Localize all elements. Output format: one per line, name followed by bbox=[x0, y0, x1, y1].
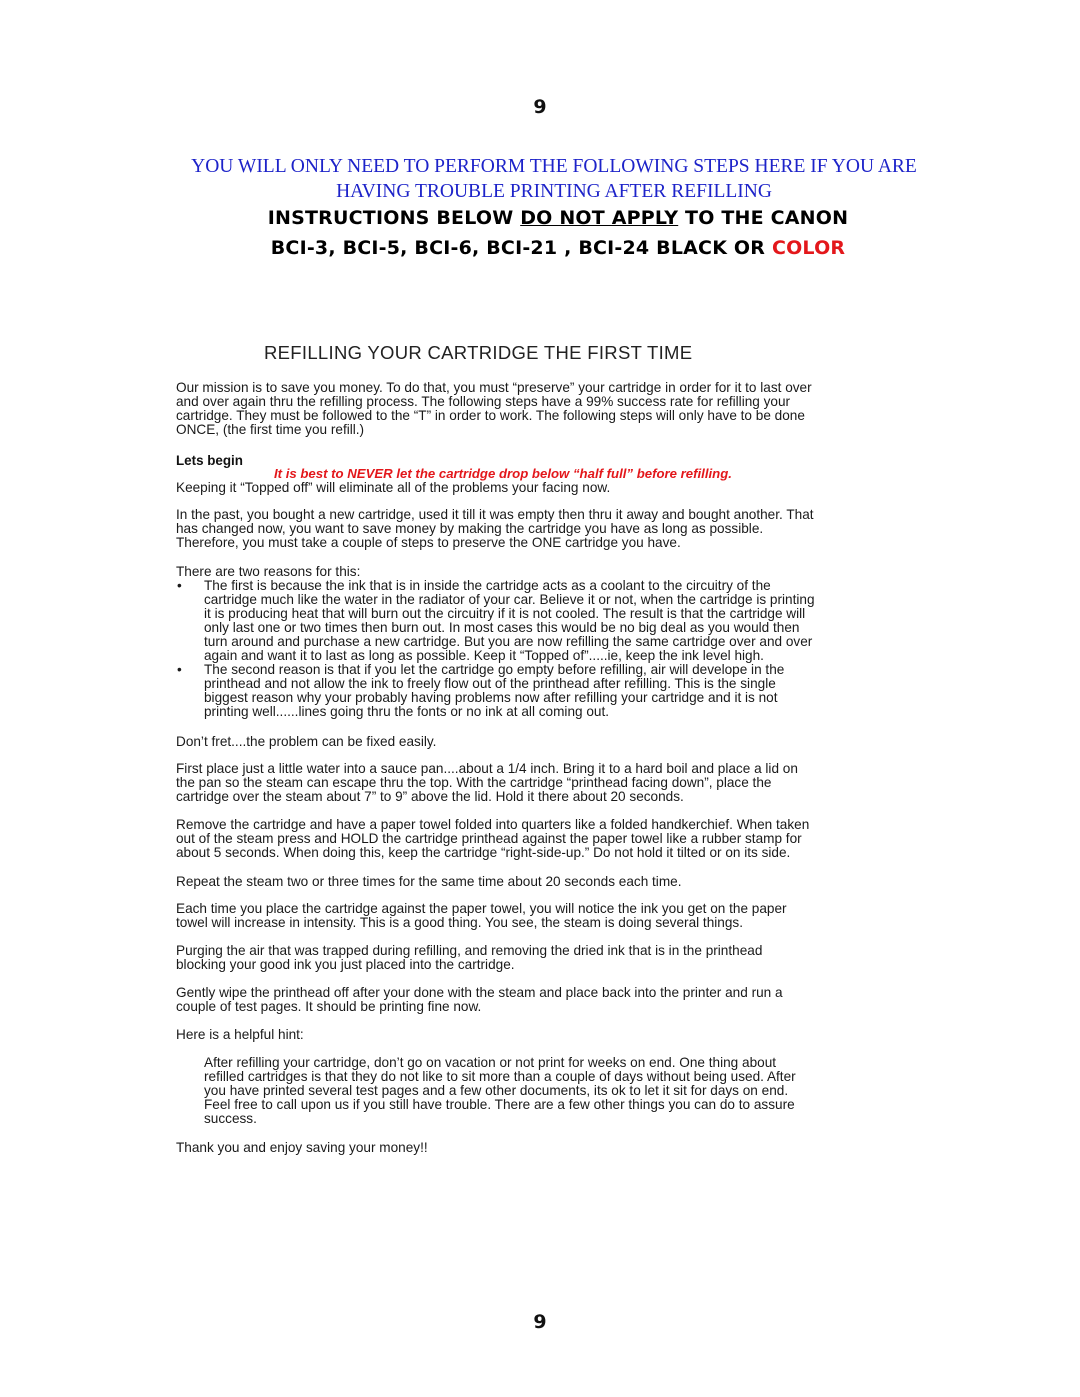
text-line: Keeping it “Topped off” will eliminate all of the problems your facing now. bbox=[176, 480, 611, 495]
section-heading: REFILLING YOUR CARTRIDGE THE FIRST TIME bbox=[264, 342, 693, 363]
text-line: Repeat the steam two or three times for the same time about 20 seconds each time. bbox=[176, 874, 682, 889]
text-line: couple of test pages. It should be printing fine now. bbox=[176, 999, 482, 1014]
two-reasons-line bbox=[176, 565, 936, 579]
text-line: After refilling your cartridge, don’t go on vacation or not print for weeks on end. One thing about bbox=[204, 1055, 777, 1070]
text-line: about 5 seconds. When doing this, keep the cartridge “right-side-up.” Do not hold it tilted or on its side. bbox=[176, 845, 791, 860]
warning-line-2 bbox=[0, 237, 1080, 259]
gently-paragraph bbox=[176, 986, 936, 1014]
text-line: cartridge. They must be followed to the “T” in order to work. The following steps will only have to be done bbox=[176, 408, 805, 423]
text-line: has changed now, you want to save money by making the cartridge you have as long as possible. bbox=[176, 521, 764, 536]
text-line: turn around and purchase a new cartridge. But you are now refilling the same cartridge over and over bbox=[204, 634, 813, 649]
first-place-paragraph bbox=[176, 762, 936, 804]
text-line: Thank you and enjoy saving your money!! bbox=[176, 1140, 428, 1155]
text-line: The second reason is that if you let the cartridge go empty before refilling, air will develope in the bbox=[204, 662, 785, 677]
text-line: again and want it to last as long as possible. Keep it “Topped of”.....ie, keep the ink level high. bbox=[204, 648, 764, 663]
warning-color-word: COLOR bbox=[771, 237, 846, 259]
purging-paragraph bbox=[176, 944, 936, 972]
text-line: Gently wipe the printhead off after your done with the steam and place back into the printer and run a bbox=[176, 985, 783, 1000]
text-line: out of the steam press and HOLD the cartridge printhead against the paper towel like a rubber stamp for bbox=[176, 831, 802, 846]
hint-paragraph bbox=[204, 1056, 924, 1126]
reason-2 bbox=[176, 663, 936, 719]
each-time-paragraph bbox=[176, 902, 936, 930]
text-line: Each time you place the cartridge against the paper towel, you will notice the ink you get on the paper bbox=[176, 901, 787, 916]
text-line: cartridge over the steam about 7” to 9” above the lid. Hold it there about 20 seconds. bbox=[176, 789, 684, 804]
text-line: Feel free to call upon us if you still have trouble. There are a few other things you can do to assure bbox=[204, 1097, 795, 1112]
text-line: Purging the air that was trapped during refilling, and removing the dried ink that is in the printhead bbox=[176, 943, 763, 958]
warning-line-1-post: TO THE CANON bbox=[678, 207, 849, 229]
page-number-bottom: 9 bbox=[533, 1311, 547, 1333]
text-line: ONCE, (the first time you refill.) bbox=[176, 422, 365, 437]
notice-line-2: HAVING TROUBLE PRINTING AFTER REFILLING bbox=[336, 181, 772, 202]
text-line: printhead and not allow the ink to freely flow out of the printhead after refilling. This is the single bbox=[204, 676, 776, 691]
dont-fret-line bbox=[176, 735, 936, 749]
lets-begin-label: Lets begin bbox=[176, 453, 243, 468]
text-line: only last one or two times then burn out. In most cases this would be no big deal as you would then bbox=[204, 620, 800, 635]
half-full-warning: It is best to NEVER let the cartridge drop below “half full” before refilling. bbox=[274, 466, 732, 481]
text-line: cartridge much like the water in the radiator of your car. Believe it or not, when the cartridge is printing bbox=[204, 592, 815, 607]
notice-line-1: YOU WILL ONLY NEED TO PERFORM THE FOLLOWING STEPS HERE IF YOU ARE bbox=[191, 156, 917, 177]
text-line: biggest reason why your probably having problems now after refilling your cartridge and it is not bbox=[204, 690, 778, 705]
text-line: success. bbox=[204, 1111, 257, 1126]
warning-models: BCI-3, BCI-5, BCI-6, BCI-21 , BCI-24 BLACK OR bbox=[270, 237, 772, 259]
bullet-icon: • bbox=[177, 578, 182, 593]
repeat-line bbox=[176, 875, 936, 889]
intro-paragraph bbox=[176, 381, 936, 437]
page-number-top: 9 bbox=[533, 96, 547, 118]
text-line: refilled cartridges is that they do not like to sit more than a couple of days without being used. After bbox=[204, 1069, 796, 1084]
warning-line-1 bbox=[0, 207, 1080, 229]
reasons-list bbox=[176, 579, 936, 719]
warning-line-1-pre: INSTRUCTIONS BELOW bbox=[267, 207, 521, 229]
text-line: First place just a little water into a sauce pan....about a 1/4 inch. Bring it to a hard boil and place a lid on bbox=[176, 761, 798, 776]
text-line: Remove the cartridge and have a paper towel folded into quarters like a folded handkerchief. When taken bbox=[176, 817, 810, 832]
bullet-icon: • bbox=[177, 662, 182, 677]
text-line: Here is a helpful hint: bbox=[176, 1027, 304, 1042]
text-line: towel will increase in intensity. This is a good thing. You see, the steam is doing several things. bbox=[176, 915, 743, 930]
text-line: and over again thru the refilling process. The following steps have a 99% success rate for refilling your bbox=[176, 394, 791, 409]
text-line: Our mission is to save you money. To do that, you must “preserve” your cartridge in order for it to last over bbox=[176, 380, 812, 395]
text-line: you have printed several test pages and a few other documents, its ok to let it sit for days on end. bbox=[204, 1083, 789, 1098]
text-line: The first is because the ink that is in inside the cartridge acts as a coolant to the circuitry of the bbox=[204, 578, 771, 593]
text-line: Therefore, you must take a couple of steps to preserve the ONE cartridge you have. bbox=[176, 535, 681, 550]
text-line: it is producing heat that will burn out the circuitry if it is not cooled. The result is that the cartridge will bbox=[204, 606, 806, 621]
past-paragraph bbox=[176, 508, 936, 550]
text-line: In the past, you bought a new cartridge, used it till it was empty then thru it away and bought another. That bbox=[176, 507, 814, 522]
text-line: blocking your good ink you just placed into the cartridge. bbox=[176, 957, 515, 972]
topped-off-line bbox=[176, 481, 936, 495]
text-line: There are two reasons for this: bbox=[176, 564, 361, 579]
hint-label bbox=[176, 1028, 936, 1042]
thanks-line bbox=[176, 1141, 936, 1155]
text-line: printing well......lines going thru the fonts or no ink at all coming out. bbox=[204, 704, 610, 719]
remove-paragraph bbox=[176, 818, 936, 860]
text-line: the pan so the steam can escape thru the top. With the cartridge “printhead facing down”, place the bbox=[176, 775, 772, 790]
warning-do-not-apply: DO NOT APPLY bbox=[520, 207, 679, 229]
reason-1 bbox=[176, 579, 936, 663]
text-line: Don’t fret....the problem can be fixed easily. bbox=[176, 734, 437, 749]
